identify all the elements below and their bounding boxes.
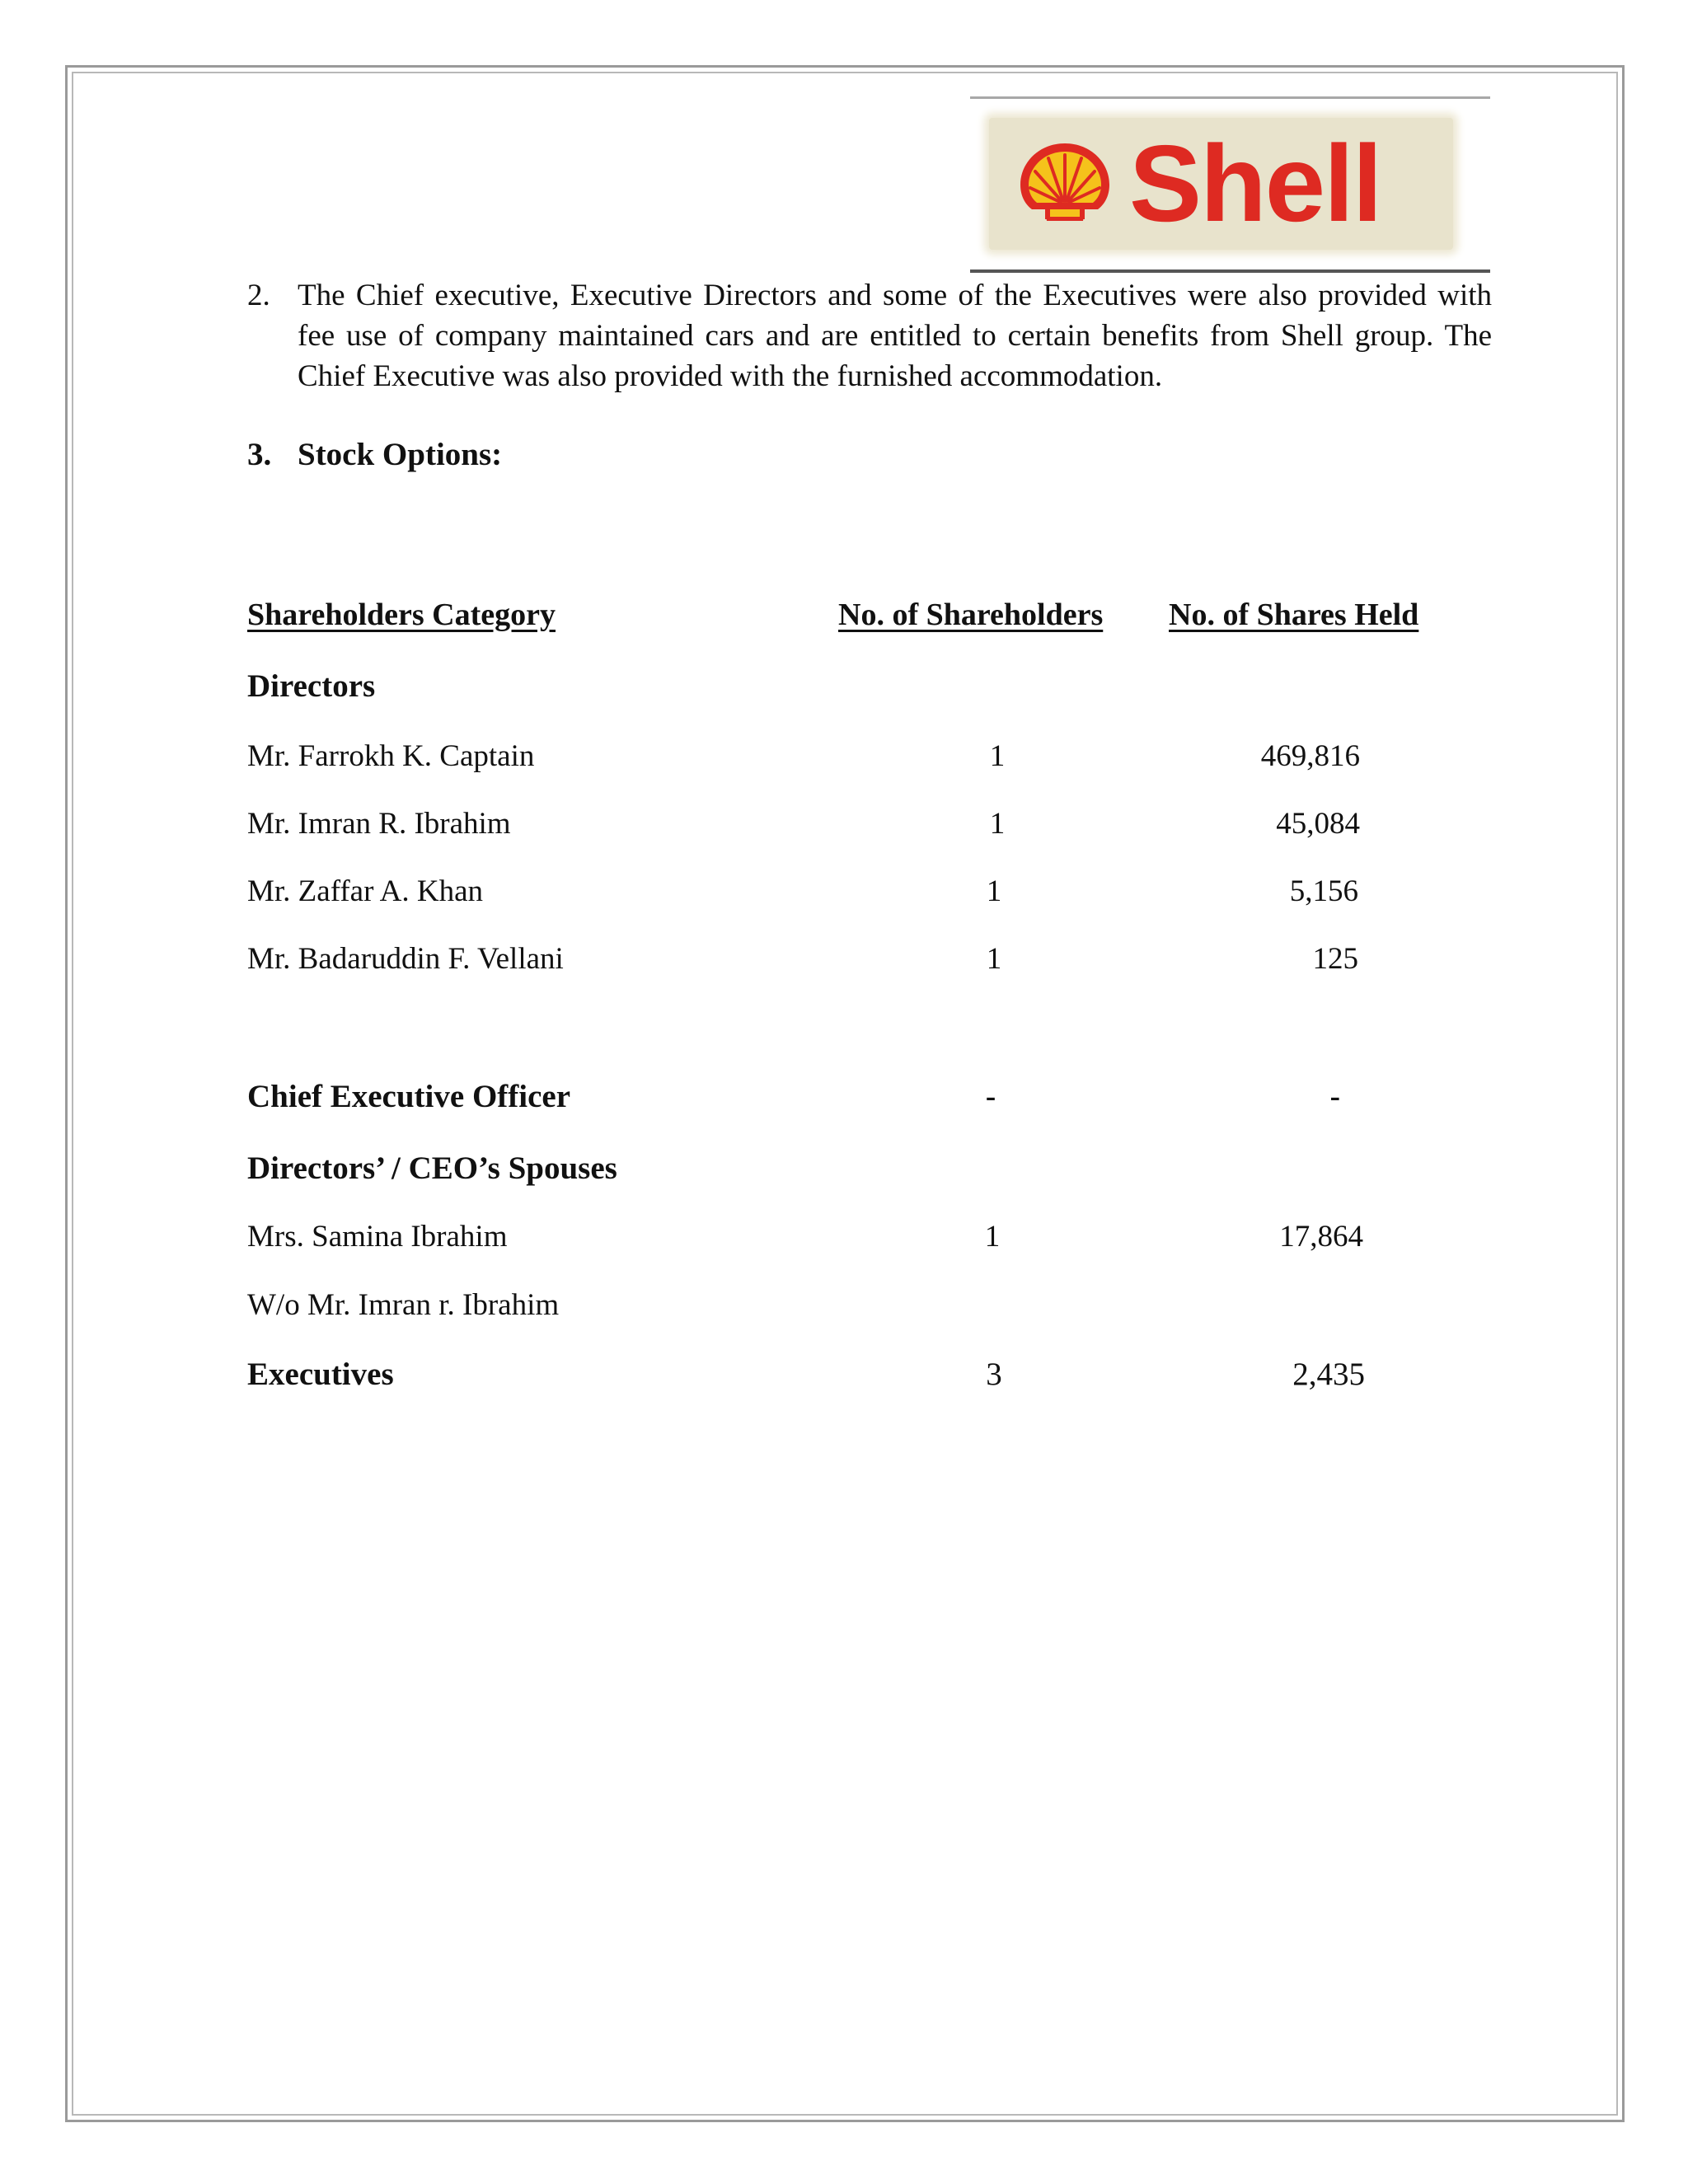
row-shareholder-count: 1 (989, 739, 1006, 773)
row-shareholder-count: 3 (986, 1357, 1002, 1392)
row-shares-held: 2,435 (1292, 1357, 1365, 1392)
section-heading (247, 434, 502, 476)
header-rule-top (970, 96, 1490, 99)
row-shares-held: 17,864 (1279, 1220, 1363, 1254)
row-label: W/o Mr. Imran r. Ibrahim (247, 1288, 560, 1322)
shell-logo (989, 118, 1453, 250)
row-label-executives: Executives (247, 1357, 394, 1392)
row-label-chief-executive-officer: Chief Executive Officer (247, 1079, 571, 1114)
paragraph-text: The Chief executive, Executive Directors and some of the Executives were also provided with fee use of company maintained cars and are entitled to certain benefits from Shell group. The Chief Executive was also provided with the furnished accommodation. (298, 279, 1492, 393)
row-shares-held: 469,816 (1260, 739, 1360, 773)
row-shareholder-count: 1 (989, 807, 1006, 841)
row-label-directors: Directors (247, 668, 376, 704)
row-label: Mrs. Samina Ibrahim (247, 1220, 508, 1254)
section-title: Stock Options: (298, 437, 503, 472)
row-label: Mr. Badaruddin F. Vellani (247, 942, 564, 976)
row-label: Mr. Zaffar A. Khan (247, 874, 483, 908)
row-shareholder-count: 1 (986, 874, 1002, 908)
row-shareholder-count: 1 (984, 1220, 1001, 1254)
row-shareholder-count: 1 (986, 942, 1002, 976)
shell-wordmark: Shell (1129, 123, 1381, 244)
row-shares-held: 5,156 (1289, 874, 1358, 908)
header-rule-bottom (970, 269, 1490, 273)
header-shareholders-category: Shareholders Category (247, 598, 556, 632)
header-no-of-shares-held: No. of Shares Held (1169, 598, 1419, 632)
row-shareholder-count: - (985, 1080, 996, 1113)
row-shares-held: 125 (1312, 942, 1358, 976)
header-no-of-shareholders: No. of Shareholders (838, 598, 1104, 632)
shell-pecten-icon (1015, 138, 1114, 229)
row-shares-held: 45,084 (1276, 807, 1360, 841)
row-label: Mr. Farrokh K. Captain (247, 739, 535, 773)
row-label: Mr. Imran R. Ibrahim (247, 807, 511, 841)
paragraph-number: 2. (247, 279, 270, 312)
row-label-spouses: Directors’ / CEO’s Spouses (247, 1151, 617, 1186)
row-shares-held: - (1329, 1080, 1340, 1113)
section-number: 3. (247, 437, 272, 472)
